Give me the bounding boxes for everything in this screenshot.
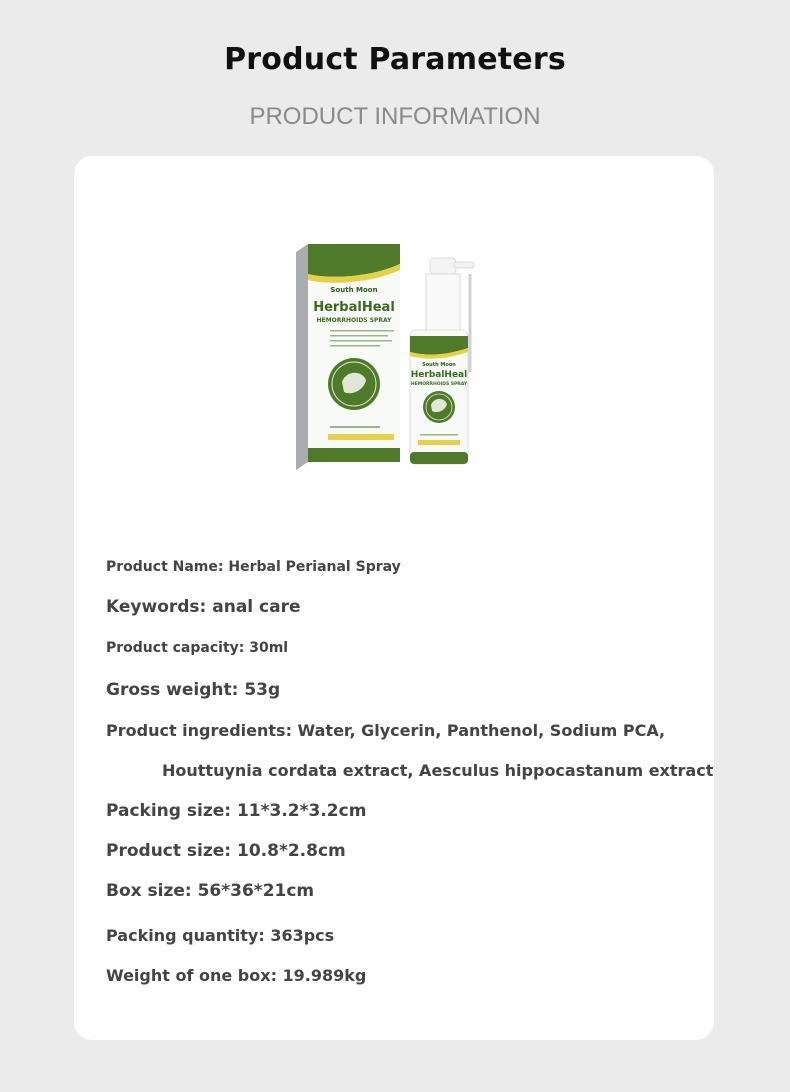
param-capacity: Product capacity: 30ml [106,640,289,656]
bottle-brand: South Moon [422,362,456,368]
param-box-size: Box size: 56*36*21cm [106,881,315,901]
param-product-size: Product size: 10.8*2.8cm [106,841,346,861]
bottle-type: HEMORRHOIDS SPRAY [410,382,468,387]
box-type: HEMORRHOIDS SPRAY [316,317,392,324]
product-info-card [74,156,714,1040]
box-yellow-strip [328,434,394,440]
param-packing-size: Packing size: 11*3.2*3.2cm [106,801,367,821]
param-gross-weight: Gross weight: 53g [106,680,281,700]
product-image [294,244,484,470]
param-packing-quantity: Packing quantity: 363pcs [106,926,335,945]
box-side [296,244,308,470]
param-box-weight: Weight of one box: 19.989kg [106,966,367,985]
page-title: Product Parameters [224,42,566,77]
box-bottom-band [308,448,400,462]
box-brand: South Moon [330,286,378,294]
page-subtitle: PRODUCT INFORMATION [249,103,541,130]
param-ingredients-continued: Houttuynia cordata extract, Aesculus hippocastanum extract [162,761,714,780]
bottle-name: HerbalHeal [410,370,468,380]
param-keywords: Keywords: anal care [106,597,301,617]
param-product-name: Product Name: Herbal Perianal Spray [106,559,401,575]
param-ingredients: Product ingredients: Water, Glycerin, Panthenol, Sodium PCA, [106,721,666,740]
spray-bottle [410,258,474,464]
box-name: HerbalHeal [313,300,395,315]
